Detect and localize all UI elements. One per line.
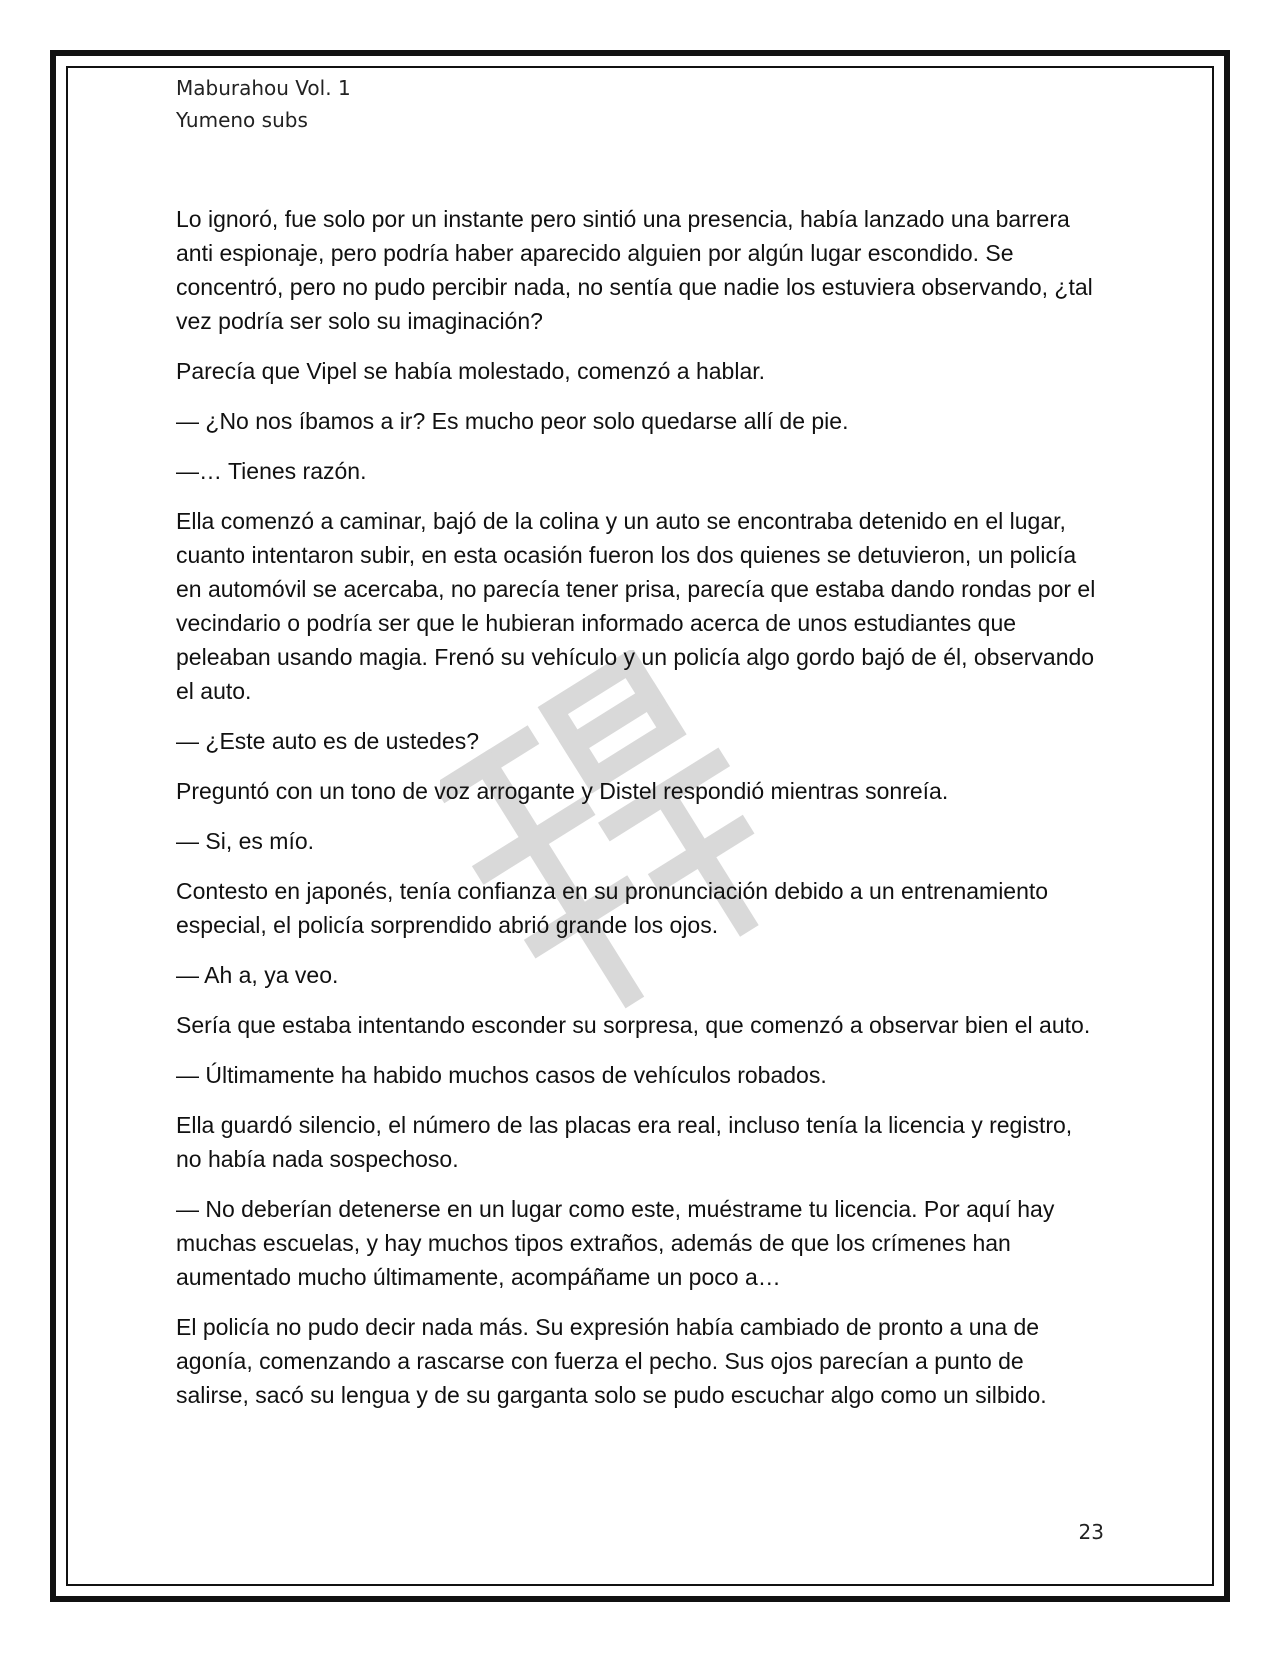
header-subtitle: Yumeno subs	[176, 108, 308, 132]
paragraph: El policía no pudo decir nada más. Su expresión había cambiado de pronto a una de agonía, comenzando a rascarse con fuerza el pecho. Sus ojos parecían a punto de salirse, sacó su lengua y de su garganta solo se pudo escuchar algo como un silbido.	[176, 1314, 1047, 1408]
paragraph: Ella guardó silencio, el número de las placas era real, incluso tenía la licencia y registro, no había nada sospechoso.	[176, 1112, 1073, 1172]
paragraph: Sería que estaba intentando esconder su sorpresa, que comenzó a observar bien el auto.	[176, 1012, 1091, 1038]
paragraph: Preguntó con un tono de voz arrogante y Distel respondió mientras sonreía.	[176, 778, 949, 804]
paragraph: — ¿Este auto es de ustedes?	[176, 728, 480, 754]
paragraph: — No deberían detenerse en un lugar como este, muéstrame tu licencia. Por aquí hay muchas escuelas, y hay muchos tipos extraños, además de que los crímenes han aumentado mucho últimamente, acompáñame un poco a…	[176, 1196, 1055, 1290]
page-number: 23	[1078, 1520, 1104, 1544]
paragraph: — Si, es mío.	[176, 828, 315, 854]
paragraph: — Ah a, ya veo.	[176, 962, 339, 988]
header-title: Maburahou Vol. 1	[176, 76, 351, 100]
document-header	[176, 72, 351, 136]
paragraph: Contesto en japonés, tenía confianza en su pronunciación debido a un entrenamiento especial, el policía sorprendido abrió grande los ojos.	[176, 878, 1049, 938]
paragraph: — ¿No nos íbamos a ir? Es mucho peor solo quedarse allí de pie.	[176, 408, 849, 434]
paragraph: —… Tienes razón.	[176, 458, 367, 484]
paragraph: — Últimamente ha habido muchos casos de vehículos robados.	[176, 1062, 827, 1088]
paragraph: Lo ignoró, fue solo por un instante pero sintió una presencia, había lanzado una barrera anti espionaje, pero podría haber aparecido alguien por algún lugar escondido. Se concentró, pero no pudo percibir nada, no sentía que nadie los estuviera observando, ¿tal vez podría ser solo su imaginación?	[176, 206, 1093, 334]
paragraph: Parecía que Vipel se había molestado, comenzó a hablar.	[176, 358, 766, 384]
paragraph: Ella comenzó a caminar, bajó de la colina y un auto se encontraba detenido en el lugar, cuanto intentaron subir, en esta ocasión fueron los dos quienes se detuvieron, un policía en automóvil se acercaba, no parecía tener prisa, parecía que estaba dando rondas por el vecindario o podría ser que le hubieran informado acerca de unos estudiantes que peleaban usando magia. Frenó su vehículo y un policía algo gordo bajó de él, observando el auto.	[176, 508, 1096, 704]
document-body	[176, 202, 1096, 1428]
